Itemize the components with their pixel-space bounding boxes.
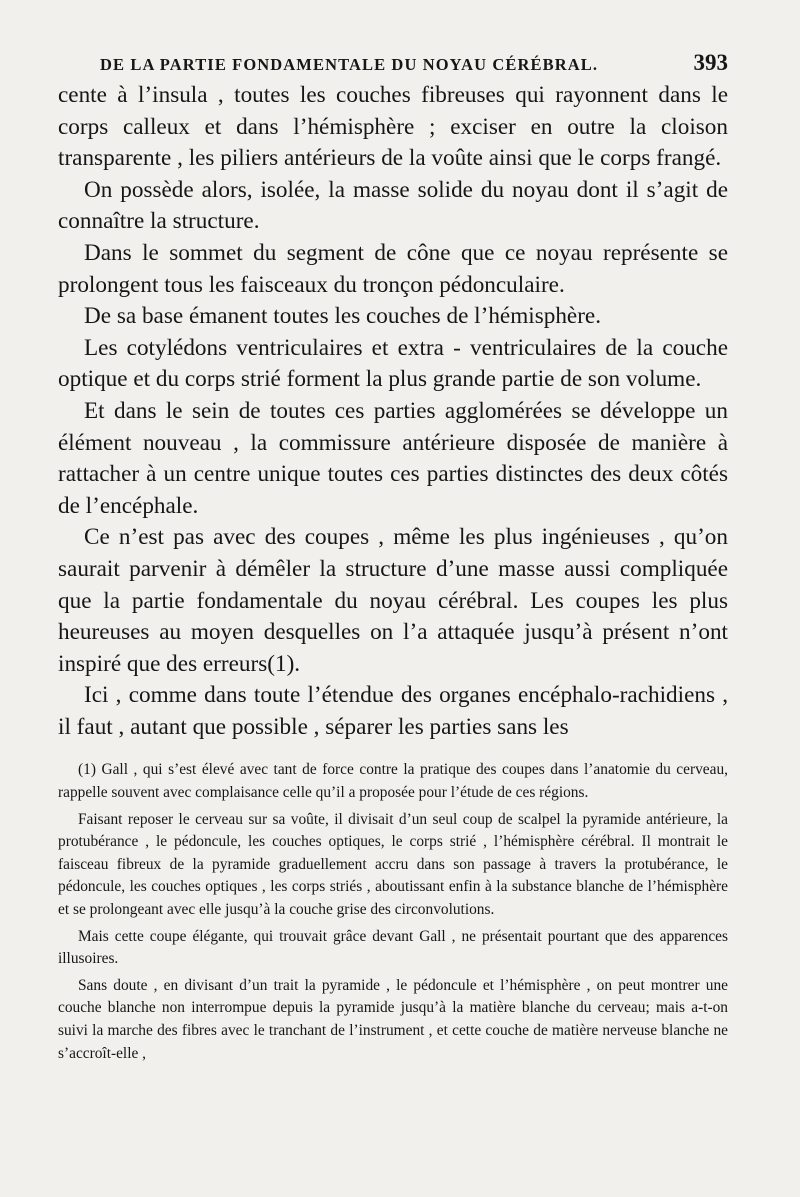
- paragraph: Ici , comme dans toute l’étendue des organes encéphalo-rachidiens , il faut , autant que possible , séparer les parties sans les: [58, 682, 728, 740]
- page-number: 393: [693, 50, 728, 75]
- footnote: Mais cette coupe élégante, qui trouvait grâce devant Gall , ne présentait pourtant que des apparences illusoires.: [58, 927, 728, 968]
- running-head: DE LA PARTIE FONDAMENTALE DU NOYAU CÉRÉBRAL.: [100, 55, 599, 74]
- paragraph: Et dans le sein de toutes ces parties agglomérées se développe un élément nouveau , la commissure antérieure disposée de manière à rattacher à un centre unique toutes ces parties distinctes des deux côtés de l’encéphale.: [58, 397, 728, 519]
- footnote: (1) Gall , qui s’est élevé avec tant de force contre la pratique des coupes dans l’anatomie du cerveau, rappelle souvent avec complaisance celle qu’il a proposée pour l’étude de ces régions.: [58, 761, 728, 802]
- body-text: [58, 80, 728, 743]
- paragraph: cente à l’insula , toutes les couches fibreuses qui rayonnent dans le corps calleux et dans l’hémisphère ; exciser en outre la cloison transparente , les piliers antérieurs de la voûte ainsi que le corps frangé.: [58, 82, 728, 172]
- paragraph: Les cotylédons ventriculaires et extra - ventriculaires de la couche optique et du corps strié forment la plus grande partie de son volume.: [58, 334, 728, 393]
- paragraph: Ce n’est pas avec des coupes , même les plus ingénieuses , qu’on saurait parvenir à démêler la structure d’une masse aussi compliquée que la partie fondamentale du noyau cérébral. Les coupes les plus heureuses au moyen desquelles on l’a attaquée jusqu’à présent n’ont inspiré que des erreurs(1).: [58, 524, 728, 677]
- page-header: [58, 50, 728, 80]
- footnotes: [58, 759, 728, 1065]
- paragraph: On possède alors, isolée, la masse solide du noyau dont il s’agit de connaître la structure.: [58, 176, 728, 235]
- footnote: Faisant reposer le cerveau sur sa voûte, il divisait d’un seul coup de scalpel la pyramide antérieure, la protubérance , le pédoncule, les couches optiques, le corps strié , l’hémisphère cérébral. Il montrait le faisceau fibreux de la pyramide graduellement accru dans son passage à travers la protubérance, le pédoncule, les couches optiques , les corps striés , aboutissant enfin à la substance blanche de l’hémisphère et se prolongeant avec elle jusqu’à la couche grise des circonvolutions.: [58, 810, 728, 919]
- paragraph: De sa base émanent toutes les couches de l’hémisphère.: [84, 303, 602, 330]
- paragraph: Dans le sommet du segment de cône que ce noyau représente se prolongent tous les faisceaux du tronçon pédonculaire.: [58, 239, 728, 298]
- footnote: Sans doute , en divisant d’un trait la pyramide , le pédoncule et l’hémisphère , on peut montrer une couche blanche non interrompue depuis la pyramide jusqu’à la matière blanche du cerveau; mais a-t-on suivi la marche des fibres avec le tranchant de l’instrument , et cette couche de matière nerveuse blanche ne s’accroît-elle ,: [58, 976, 728, 1062]
